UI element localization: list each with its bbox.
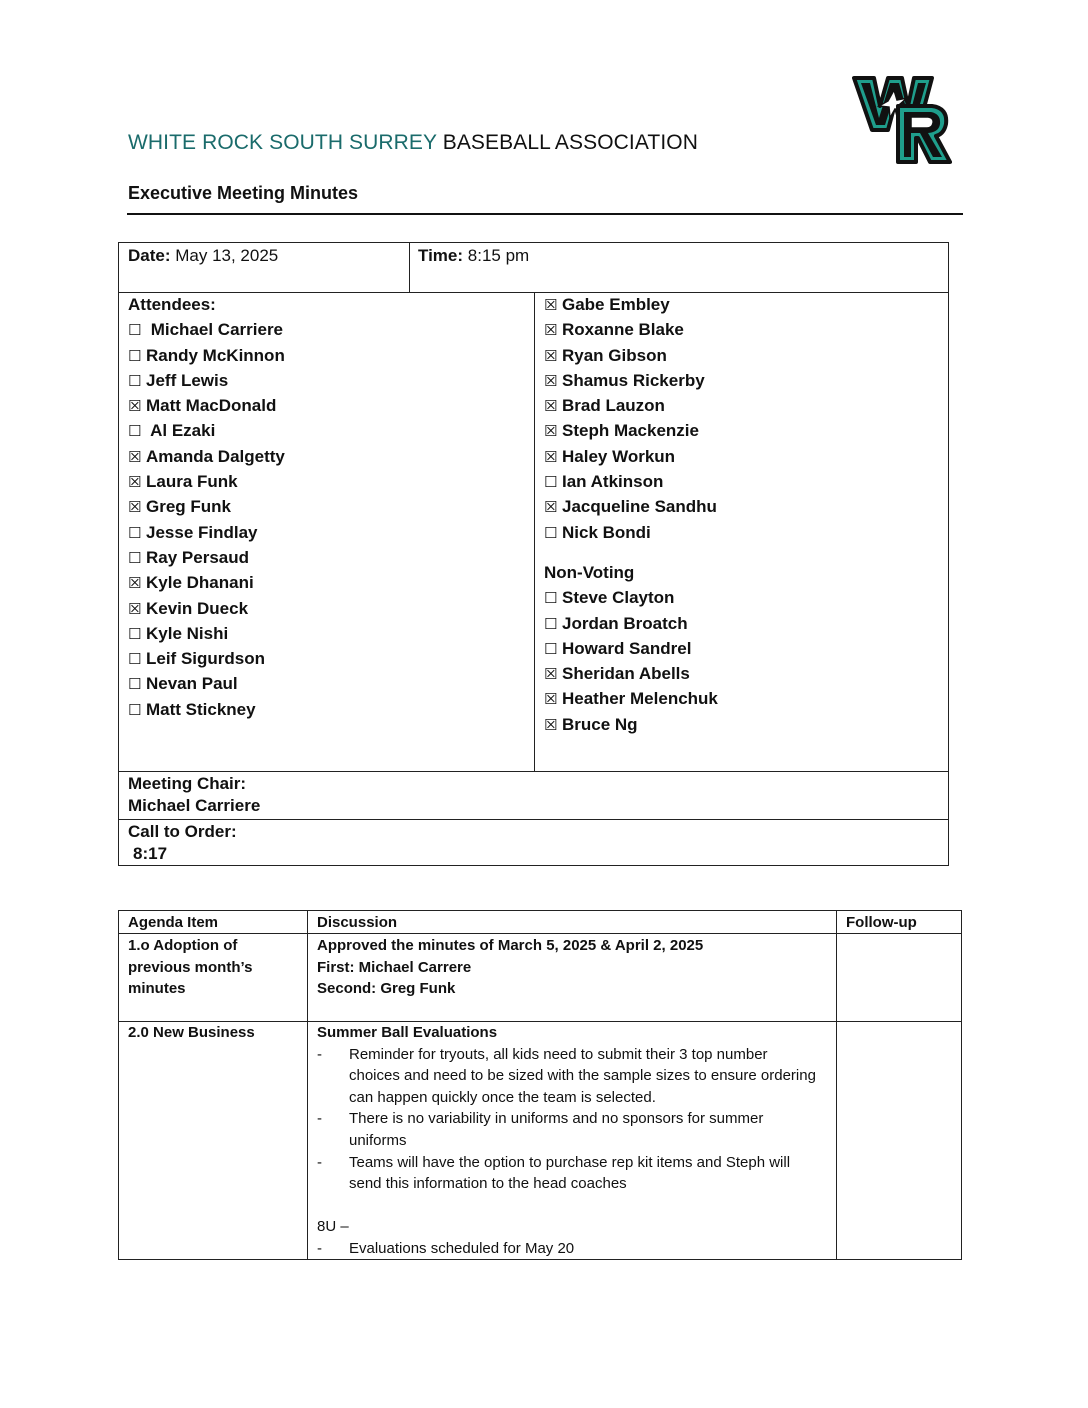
date-cell	[119, 243, 410, 292]
bullet-text: Teams will have the option to purchase rep kit items and Steph will send this information to the head coaches	[349, 1153, 791, 1193]
attendee-name: Ryan Gibson	[562, 345, 667, 365]
agenda-row1-discussion: Approved the minutes of March 5, 2025 & April 2, 2025 First: Michael Carrere Second: Greg Funk	[317, 937, 704, 998]
time	[418, 246, 529, 266]
attendee-item	[544, 494, 718, 519]
attendee-item	[544, 469, 718, 494]
attendee-name: Heather Melenchuk	[562, 689, 718, 709]
date-value: May 13, 2025	[170, 246, 279, 265]
agenda-row1-item: 1.o Adoption of previous month’s minutes	[128, 937, 253, 998]
attendee-name: Randy McKinnon	[146, 345, 285, 365]
date-time-row	[119, 243, 948, 293]
checkbox-icon: ☒	[544, 371, 558, 390]
non-voting-label: Non-Voting	[544, 562, 635, 582]
agenda-header-discussion: Discussion	[317, 914, 398, 931]
call-to-order-value: 8:17	[133, 844, 168, 863]
attendee-item	[128, 621, 285, 646]
checkbox-icon: ☒	[128, 397, 142, 416]
document-subtitle: Executive Meeting Minutes	[128, 183, 359, 203]
attendee-name: Brad Lauzon	[562, 396, 665, 416]
checkbox-icon: ☒	[544, 447, 558, 466]
attendee-item	[544, 418, 718, 443]
attendee-item	[544, 368, 718, 393]
bullet-dash: -	[317, 1153, 322, 1171]
attendee-name: Matt Stickney	[146, 699, 256, 719]
meeting-info-table	[118, 242, 949, 866]
checkbox-icon: ☐	[128, 675, 142, 694]
checkbox-icon: ☐	[128, 624, 142, 643]
meeting-chair-value: Michael Carriere	[128, 796, 261, 815]
attendees-right-list	[544, 292, 718, 737]
8u-heading: 8U –	[317, 1218, 349, 1236]
call-to-order-row	[119, 819, 948, 867]
bullet-dash: -	[317, 1045, 322, 1063]
attendee-name: Leif Sigurdson	[146, 649, 265, 669]
checkbox-icon: ☐	[544, 614, 558, 633]
organization-title-black: BASEBALL ASSOCIATION	[436, 131, 698, 154]
agenda-col-divider-2	[836, 911, 837, 1259]
organization-title	[128, 131, 698, 155]
checkbox-icon: ☒	[544, 422, 558, 441]
attendee-item	[128, 671, 285, 696]
meeting-chair-label: Meeting Chair:	[128, 774, 247, 793]
attendee-name: Gabe Embley	[562, 295, 670, 314]
attendee-name: Amanda Dalgetty	[146, 446, 285, 466]
date-label: Date:	[128, 246, 171, 265]
attendee-item	[128, 520, 285, 545]
agenda-row2-item: 2.0 New Business	[128, 1024, 255, 1041]
bullet-text: Reminder for tryouts, all kids need to submit their 3 top number choices and need to be sized with the sample sizes to ensure ordering can happen quickly once the team is selected.	[349, 1045, 816, 1106]
attendee-item	[544, 611, 718, 636]
attendee-item	[544, 585, 718, 610]
checkbox-icon: ☒	[544, 690, 558, 709]
attendee-item	[128, 570, 285, 595]
attendee-item	[544, 317, 718, 342]
attendee-item	[128, 545, 285, 570]
checkbox-icon: ☐	[544, 639, 558, 658]
bullet-item	[317, 1108, 817, 1151]
checkbox-icon: ☐	[128, 321, 142, 340]
attendee-item	[128, 646, 285, 671]
attendee-item	[544, 636, 718, 661]
attendee-item	[128, 697, 285, 722]
checkbox-icon: ☒	[128, 498, 142, 517]
attendees-divider	[534, 292, 535, 771]
attendee-item	[128, 368, 285, 393]
checkbox-icon: ☒	[544, 715, 558, 734]
attendee-name: Nick Bondi	[562, 522, 651, 542]
agenda-row2-discussion	[317, 1022, 817, 1260]
attendee-item	[544, 343, 718, 368]
attendee-name: Roxanne Blake	[562, 320, 684, 340]
bullet-text: There is no variability in uniforms and no sponsors for summer uniforms	[349, 1110, 764, 1149]
meeting-chair	[128, 773, 260, 817]
attendee-name: Ray Persaud	[146, 547, 249, 567]
attendee-item	[128, 317, 285, 342]
attendee-name: Haley Workun	[562, 446, 676, 466]
attendee-name: Steve Clayton	[562, 588, 675, 608]
bullet-dash: -	[317, 1239, 322, 1257]
attendee-item	[544, 444, 718, 469]
attendee-name: Shamus Rickerby	[562, 370, 705, 390]
attendee-item	[544, 712, 718, 737]
attendee-name: Kyle Dhanani	[146, 573, 254, 593]
time-label: Time:	[418, 246, 464, 265]
attendee-item	[544, 686, 718, 711]
checkbox-icon: ☒	[128, 599, 142, 618]
attendee-name: Michael Carriere	[146, 320, 284, 340]
checkbox-icon: ☐	[544, 523, 558, 542]
checkbox-icon: ☒	[544, 346, 558, 365]
checkbox-icon: ☐	[128, 346, 142, 365]
summer-ball-heading: Summer Ball Evaluations	[317, 1024, 498, 1041]
attendee-item	[544, 393, 718, 418]
attendee-name: Nevan Paul	[146, 674, 238, 694]
wr-logo	[852, 76, 952, 164]
attendee-name: Matt MacDonald	[146, 396, 277, 416]
checkbox-icon: ☒	[128, 447, 142, 466]
attendee-name: Kevin Dueck	[146, 598, 249, 618]
checkbox-icon: ☐	[128, 650, 142, 669]
organization-title-teal: WHITE ROCK SOUTH SURREY	[128, 131, 437, 154]
attendee-name: Laura Funk	[146, 472, 238, 492]
checkbox-icon: ☒	[544, 665, 558, 684]
attendee-item	[544, 661, 718, 686]
checkbox-icon: ☐	[128, 548, 142, 567]
attendee-item	[128, 418, 285, 443]
agenda-table	[118, 910, 962, 1260]
checkbox-icon: ☐	[544, 473, 558, 492]
meeting-chair-row	[119, 771, 948, 820]
attendee-item	[544, 520, 718, 545]
time-value: 8:15 pm	[463, 246, 530, 265]
bullet-item	[317, 1044, 817, 1109]
checkbox-icon: ☐	[128, 700, 142, 719]
attendee-name: Al Ezaki	[146, 421, 216, 441]
attendee-name: Greg Funk	[146, 497, 232, 517]
agenda-header-rule	[119, 933, 961, 934]
checkbox-icon: ☒	[128, 574, 142, 593]
attendee-name: Steph Mackenzie	[562, 421, 699, 441]
checkbox-icon: ☐	[128, 371, 142, 390]
attendees-left-list	[128, 292, 285, 722]
checkbox-icon: ☒	[544, 397, 558, 416]
checkbox-icon: ☒	[128, 473, 142, 492]
attendees-label: Attendees:	[128, 295, 216, 314]
attendee-name: Jesse Findlay	[146, 522, 258, 542]
attendee-name: Jeff Lewis	[146, 370, 229, 390]
attendee-name: Jordan Broatch	[562, 613, 688, 633]
date	[128, 246, 278, 266]
attendee-item	[128, 469, 285, 494]
attendee-item	[128, 343, 285, 368]
agenda-header-followup: Follow-up	[846, 914, 917, 931]
checkbox-icon: ☒	[544, 498, 558, 517]
attendee-name: Bruce Ng	[562, 714, 638, 734]
header-rule	[127, 213, 963, 215]
attendee-item	[544, 292, 718, 317]
call-to-order-label: Call to Order:	[128, 822, 237, 841]
attendee-item	[128, 596, 285, 621]
attendee-name: Kyle Nishi	[146, 623, 229, 643]
checkbox-icon: ☐	[128, 422, 142, 441]
attendee-item	[128, 494, 285, 519]
bullet-item	[317, 1238, 817, 1260]
agenda-col-divider-1	[307, 911, 308, 1259]
call-to-order	[128, 821, 237, 865]
attendee-name: Howard Sandrel	[562, 638, 692, 658]
checkbox-icon: ☐	[544, 589, 558, 608]
attendee-name: Ian Atkinson	[562, 472, 664, 492]
agenda-header-item: Agenda Item	[128, 914, 219, 931]
attendee-name: Sheridan Abells	[562, 664, 690, 684]
bullet-text: Evaluations scheduled for May 20	[349, 1239, 575, 1257]
attendee-item	[128, 444, 285, 469]
attendee-name: Jacqueline Sandhu	[562, 497, 717, 517]
bullet-dash: -	[317, 1110, 322, 1128]
checkbox-icon: ☐	[128, 523, 142, 542]
bullet-item	[317, 1152, 817, 1195]
attendees-row	[119, 292, 948, 772]
attendee-item	[128, 393, 285, 418]
checkbox-icon: ☒	[544, 296, 558, 314]
checkbox-icon: ☒	[544, 321, 558, 340]
